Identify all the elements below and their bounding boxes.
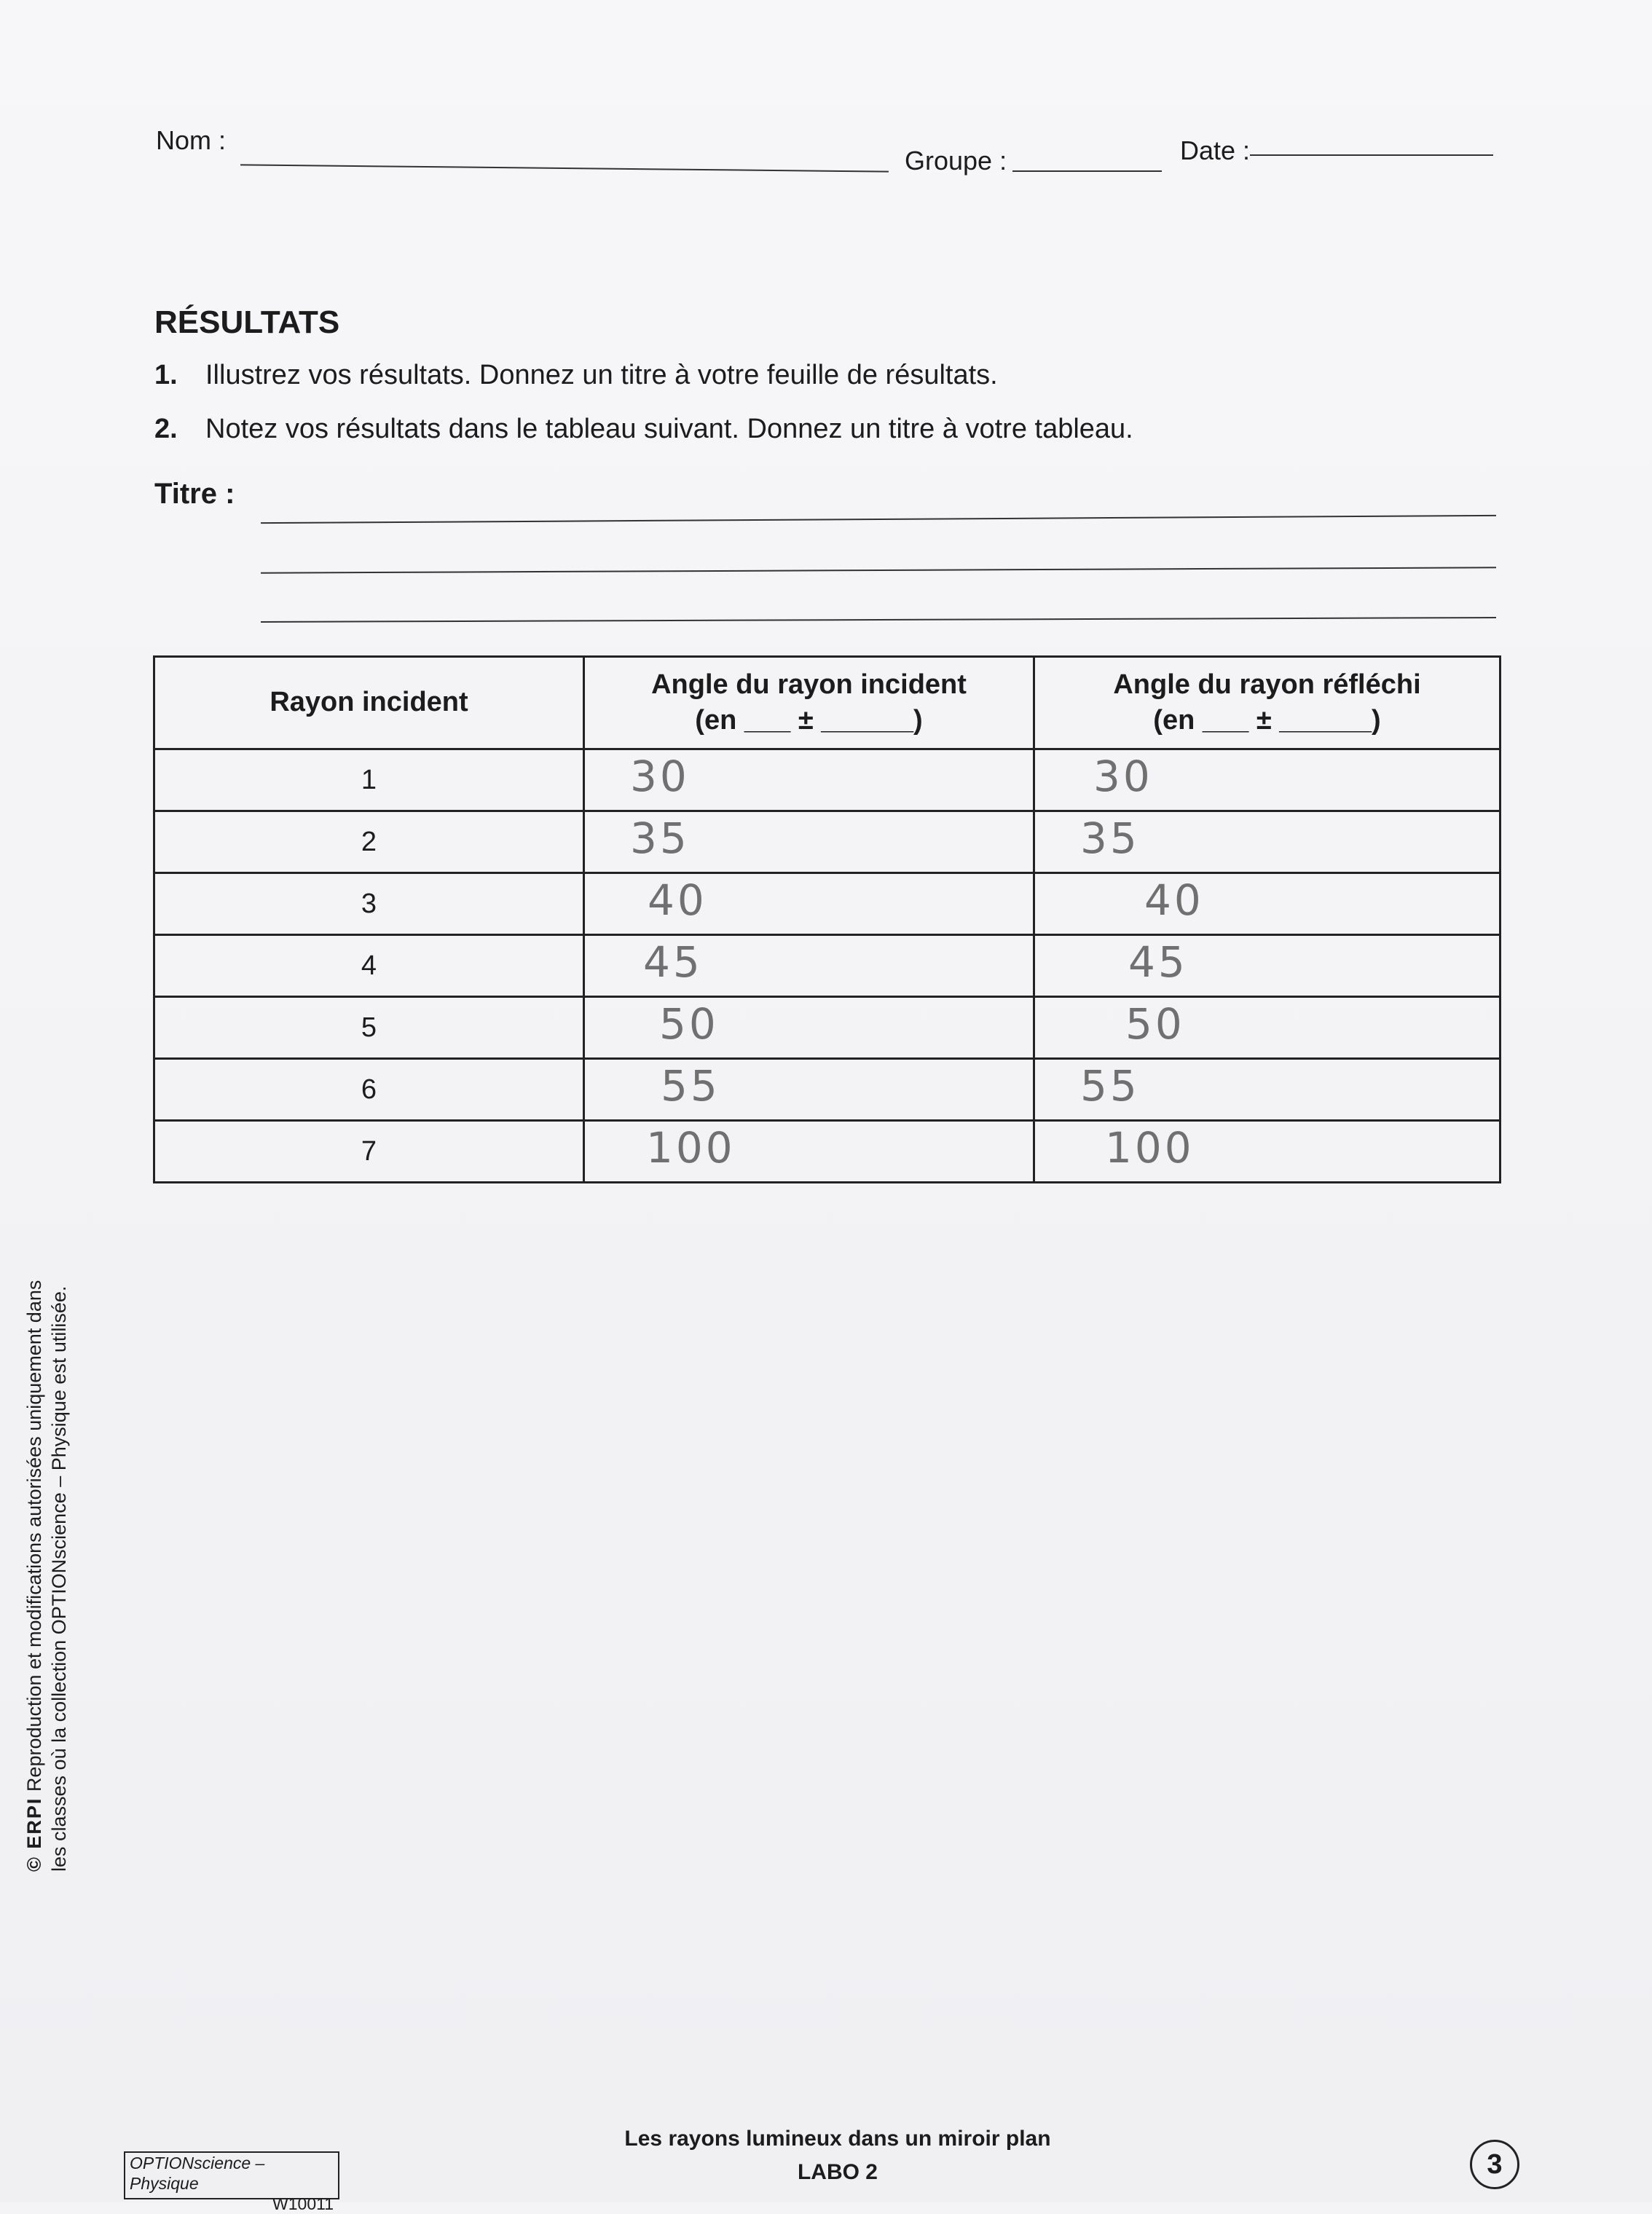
incident-value: 35	[630, 813, 690, 863]
incident-value: 55	[661, 1061, 720, 1111]
incident-value: 30	[630, 752, 690, 801]
nom-line	[240, 164, 889, 172]
header-angle-incident-line1: Angle du rayon incident	[651, 669, 967, 700]
incident-cell	[584, 1121, 1034, 1183]
series-code: W10011	[272, 2194, 334, 2213]
copyright-line-1	[22, 1280, 47, 1872]
reflechi-cell	[1034, 811, 1500, 873]
date-line	[1250, 154, 1493, 156]
incident-value: 40	[648, 875, 707, 925]
incident-cell	[584, 997, 1034, 1059]
rayon-cell: 7	[154, 1121, 584, 1183]
rayon-cell: 3	[154, 873, 584, 935]
date-label: Date :	[1180, 135, 1251, 165]
table-row	[154, 873, 1500, 935]
incident-cell	[584, 1059, 1034, 1121]
reflechi-cell	[1034, 873, 1500, 935]
groupe-line	[1012, 170, 1162, 172]
incident-value: 45	[643, 937, 703, 987]
incident-cell	[584, 935, 1034, 997]
table-header-row	[154, 657, 1500, 749]
table-row	[154, 749, 1500, 811]
nom-label: Nom :	[156, 125, 227, 155]
reflechi-cell	[1034, 1121, 1500, 1183]
groupe-label: Groupe :	[905, 146, 1007, 176]
reflechi-value: 100	[1105, 1123, 1195, 1173]
section-title: RÉSULTATS	[154, 304, 340, 340]
instruction-1-number: 1.	[154, 360, 178, 390]
page-number: 3	[1470, 2140, 1519, 2189]
reflechi-cell	[1034, 935, 1500, 997]
instruction-2-number: 2.	[154, 414, 178, 444]
titre-line-2	[261, 567, 1496, 573]
table-row	[154, 811, 1500, 873]
reflechi-value: 30	[1093, 752, 1153, 801]
rayon-cell: 4	[154, 935, 584, 997]
results-table	[153, 655, 1501, 1183]
rayon-cell: 1	[154, 749, 584, 811]
rayon-cell: 5	[154, 997, 584, 1059]
copyright-line-2: les classes où la collection OPTIONscience – Physique est utilisée.	[48, 1285, 70, 1872]
header-rayon-incident-text: Rayon incident	[270, 687, 468, 718]
header-angle-reflechi-line1: Angle du rayon réfléchi	[1113, 669, 1421, 700]
instruction-1	[154, 360, 998, 391]
reflechi-cell	[1034, 1059, 1500, 1121]
titre-line-1	[261, 515, 1496, 524]
labo-label: LABO 2	[797, 2160, 878, 2184]
table-row	[154, 1121, 1500, 1183]
header-angle-reflechi-line2: (en ___ ± ______)	[1153, 705, 1381, 736]
reflechi-value: 40	[1144, 875, 1204, 925]
header-angle-reflechi	[1034, 657, 1500, 749]
incident-value: 50	[659, 999, 719, 1049]
rayon-cell: 2	[154, 811, 584, 873]
header-angle-incident-line2: (en ___ ± ______)	[695, 705, 923, 736]
reflechi-value: 45	[1128, 937, 1188, 987]
rayon-cell: 6	[154, 1059, 584, 1121]
erpi-brand: © ERPI	[23, 1797, 45, 1872]
titre-line-3	[261, 617, 1496, 623]
incident-cell	[584, 749, 1034, 811]
reflechi-value: 50	[1125, 999, 1185, 1049]
chapter-title: Les rayons lumineux dans un miroir plan	[624, 2127, 1051, 2151]
reflechi-cell	[1034, 997, 1500, 1059]
incident-cell	[584, 811, 1034, 873]
incident-value: 100	[646, 1123, 736, 1173]
copyright-sidebar	[22, 1280, 71, 1872]
series-name: OPTIONscience – Physique	[130, 2154, 265, 2193]
header-angle-incident	[584, 657, 1034, 749]
reflechi-value: 55	[1080, 1061, 1140, 1111]
series-box	[124, 2151, 339, 2213]
incident-cell	[584, 873, 1034, 935]
header-rayon-incident	[154, 657, 584, 749]
reflechi-cell	[1034, 749, 1500, 811]
reflechi-value: 35	[1080, 813, 1140, 863]
instruction-2-text: Notez vos résultats dans le tableau suivant. Donnez un titre à votre tableau.	[205, 414, 1133, 444]
instruction-2	[154, 414, 1133, 445]
table-row	[154, 1059, 1500, 1121]
table-row	[154, 997, 1500, 1059]
titre-label: Titre :	[154, 478, 235, 510]
copyright-line-1-text: Reproduction et modifications autorisées uniquement dans	[23, 1280, 45, 1797]
instruction-1-text: Illustrez vos résultats. Donnez un titre à votre feuille de résultats.	[205, 360, 998, 390]
table-row	[154, 935, 1500, 997]
